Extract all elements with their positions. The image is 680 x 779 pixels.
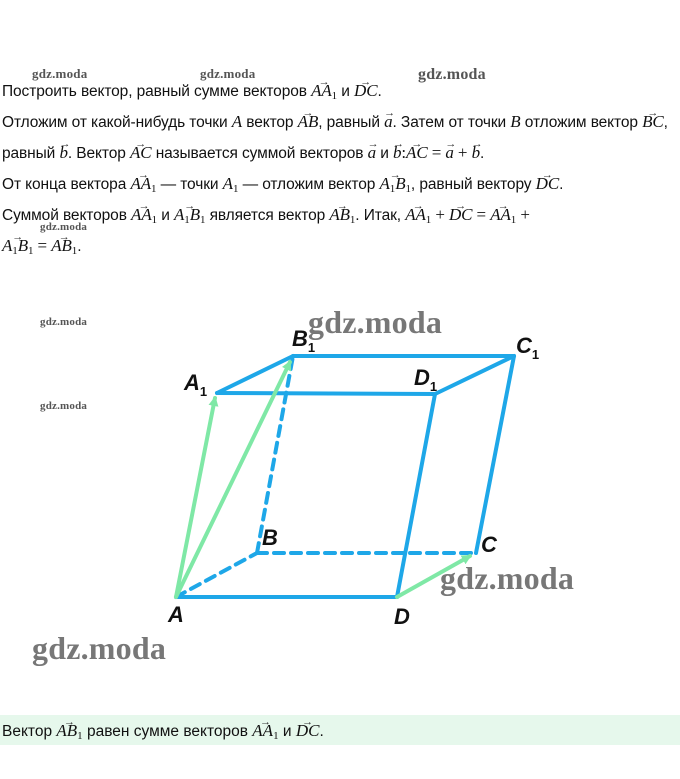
edge-A1B1 [217,356,293,393]
label-C1: $C_1$ [516,333,540,362]
edge-DD1 [397,394,435,597]
watermark: gdz.moda [32,66,88,81]
solution-text: Отложим от какой-нибудь точки A вектор → AB, равный → a. Затем от точки B отложим вектор → BC, равный → b. Вектор → AC называется суммой векторов → a и → b:→ AC = → a + → b. От конца вектора → $AA_1$ — точки $A_1$ — отложим вектор → $A_1B_1$, равный вектору → DC. Суммой векторов → $AA_1$ $и \to A_1B_1$ является вектор → $AB_1$. Итак, → $AA_1$ + → DC = → $AA_1$ + → $A_1B_1$ = → $AB_1$. [2,107,676,262]
label-B1: $B_1$ [292,326,316,355]
watermark: gdz.moda [418,66,486,83]
label-C: C [481,532,497,557]
watermark: gdz.moda [40,221,88,233]
watermark: gdz.moda [40,400,88,412]
watermark: gdz.moda [308,304,443,340]
watermark: gdz.moda [40,316,88,328]
label-D1: $D_1$ [414,365,438,394]
label-D: D [394,604,410,629]
label-A: A [168,602,184,627]
watermark: gdz.moda [32,630,167,666]
vector-DC: → DC [354,77,377,100]
edge-A1D1 [217,393,435,394]
vector-AA1: → $AA_1$ [311,77,337,100]
vector-AA1 [176,398,215,597]
label-B: B [262,525,278,550]
answer-box: Вектор → $AB_1$ равен сумме векторов → $AA_1$ и → DC. [0,715,680,745]
watermark: gdz.moda [200,66,256,81]
label-A1: $A_1$ [184,370,208,399]
task-statement: Построить вектор, равный сумме векторов → $AA_1$ и → DC. [2,77,676,107]
watermark: gdz.moda [440,560,575,596]
edge-BB1 [257,356,293,553]
edge-D1C1 [435,356,514,394]
vector-AB1 [176,362,290,597]
edge-CC1 [476,356,514,553]
